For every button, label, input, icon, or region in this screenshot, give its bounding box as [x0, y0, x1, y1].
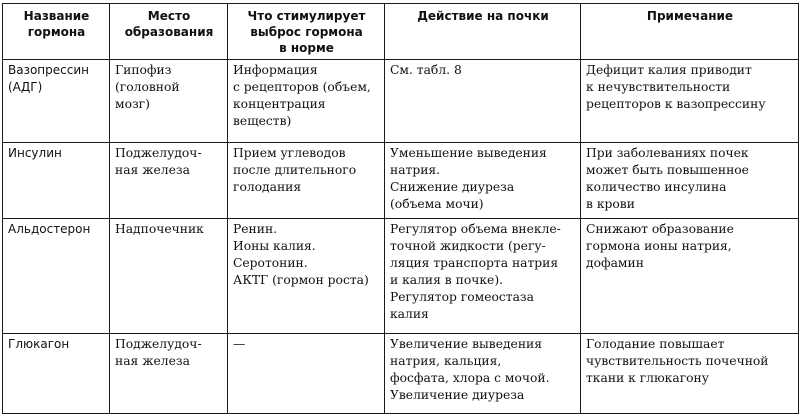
- kidney-action-cell: Уменьшение выведения натрия. Снижение диуреза (объема мочи): [385, 143, 581, 219]
- kidney-action-cell: Увеличение выведения натрия, кальция, фосфата, хлора с мочой. Увеличение диуреза: [385, 334, 581, 414]
- header-note: Примечание: [581, 4, 799, 60]
- table-row: [3, 60, 799, 143]
- header-kidney-action: Действие на почки: [385, 4, 581, 60]
- table-row: [3, 143, 799, 219]
- header-row: [3, 4, 799, 60]
- hormone-name-cell: Альдостерон: [3, 219, 110, 334]
- origin-cell: Гипофиз (головной мозг): [110, 60, 228, 143]
- stimulus-cell: —: [228, 334, 385, 414]
- hormone-table: [2, 3, 799, 414]
- hormone-name-cell: Инсулин: [3, 143, 110, 219]
- note-cell: Дефицит калия приводит к нечувствительности рецепторов к вазопрессину: [581, 60, 799, 143]
- table-body: [3, 60, 799, 414]
- header-stimulus: Что стимулирует выброс гормона в норме: [228, 4, 385, 60]
- kidney-action-cell: См. табл. 8: [385, 60, 581, 143]
- hormone-name-cell: Вазопрессин (АДГ): [3, 60, 110, 143]
- stimulus-cell: Ренин. Ионы калия. Серотонин. АКТГ (гормон роста): [228, 219, 385, 334]
- origin-cell: Надпочечник: [110, 219, 228, 334]
- header-hormone-name: Название гормона: [3, 4, 110, 60]
- table-row: [3, 219, 799, 334]
- note-cell: Снижают образование гормона ионы натрия, дофамин: [581, 219, 799, 334]
- note-cell: Голодание повышает чувствительность почечной ткани к глюкагону: [581, 334, 799, 414]
- table-row: [3, 334, 799, 414]
- header-origin: Место образования: [110, 4, 228, 60]
- stimulus-cell: Информация с рецепторов (объем, концентрация веществ): [228, 60, 385, 143]
- origin-cell: Поджелудоч- ная железа: [110, 143, 228, 219]
- hormone-name-cell: Глюкагон: [3, 334, 110, 414]
- note-cell: При заболеваниях почек может быть повышенное количество инсулина в крови: [581, 143, 799, 219]
- table-header: [3, 4, 799, 60]
- kidney-action-cell: Регулятор объема внекле- точной жидкости (регу- ляция транспорта натрия и калия в почке). Регулятор гомеостаза калия: [385, 219, 581, 334]
- origin-cell: Поджелудоч- ная железа: [110, 334, 228, 414]
- stimulus-cell: Прием углеводов после длительного голодания: [228, 143, 385, 219]
